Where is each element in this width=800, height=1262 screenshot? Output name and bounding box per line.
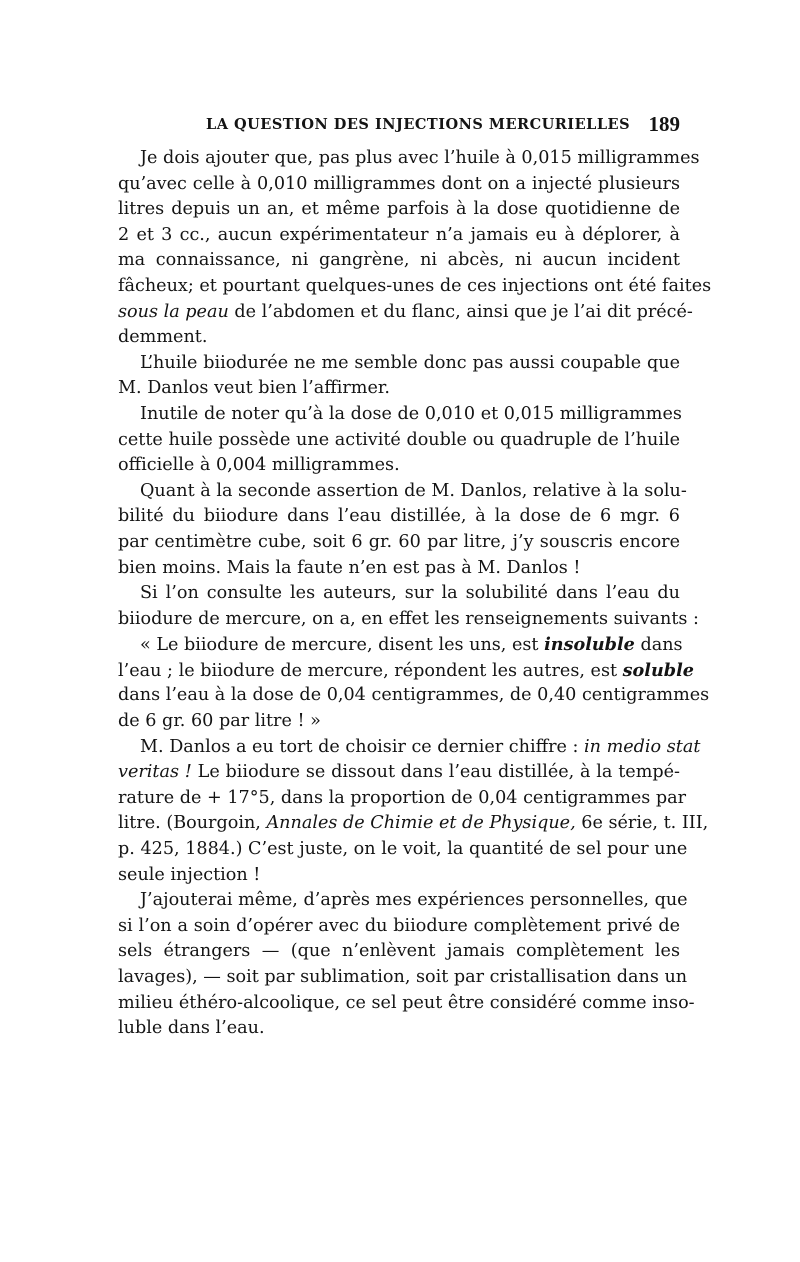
text-line — [118, 888, 688, 914]
text-line — [118, 274, 712, 300]
text-segment: par centimètre cube, soit 6 gr. 60 par litre, j’y souscris encore — [118, 531, 680, 552]
text-line — [118, 325, 680, 351]
text-line — [118, 479, 687, 505]
text-segment: sous la peau — [118, 301, 229, 322]
text-line — [118, 172, 680, 198]
text-segment: L’huile biiodurée ne me semble donc pas aussi coupable que — [140, 352, 680, 373]
text-segment: seule injection ! — [118, 864, 261, 885]
text-line — [118, 837, 688, 863]
running-title: LA QUESTION DES INJECTIONS MERCURIELLES — [206, 116, 631, 133]
text-segment: sels étrangers — (que n’enlèvent jamais complètement les — [118, 941, 680, 962]
text-segment: fâcheux; et pourtant quelques-unes de ces injections ont été faites — [118, 275, 712, 296]
text-line — [118, 351, 680, 377]
text-segment: de l’abdomen et du flanc, ainsi que je l’ai dit précé- — [228, 301, 693, 322]
text-segment: p. 425, 1884.) C’est juste, on le voit, la quantité de sel pour une — [118, 839, 688, 860]
text-line — [118, 760, 680, 786]
text-segment: dans — [634, 635, 683, 656]
book-page — [118, 112, 712, 1042]
text-segment: « Le biiodure de mercure, disent les uns, est — [140, 635, 545, 656]
text-segment: Annales de Chimie et de Physique, — [266, 813, 576, 834]
text-line — [118, 735, 701, 761]
text-segment: 2 et 3 cc., aucun expérimentateur n’a jamais eu à déplorer, à — [118, 224, 680, 245]
text-line — [118, 991, 695, 1017]
text-segment: Inutile de noter qu’à la dose de 0,010 et 0,015 milligrammes — [140, 403, 682, 424]
text-line — [118, 786, 687, 812]
text-line — [118, 632, 683, 658]
text-line — [118, 428, 680, 454]
text-line — [118, 300, 693, 326]
text-line — [118, 504, 680, 530]
text-segment: de 6 gr. 60 par litre ! » — [118, 711, 321, 732]
text-line — [118, 683, 710, 709]
text-line — [118, 811, 709, 837]
text-segment: si l’on a soin d’opérer avec du biiodure complètement privé de — [118, 915, 680, 936]
text-segment: soluble — [622, 659, 694, 681]
text-segment: lavages), — soit par sublimation, soit par cristallisation dans un — [118, 967, 688, 987]
text-line — [118, 248, 680, 274]
text-segment: 6e série, t. III, — [575, 813, 709, 834]
text-line — [118, 709, 680, 735]
text-segment: M. Danlos a eu tort de choisir ce dernier chiffre : — [140, 736, 585, 757]
text-line — [118, 658, 694, 684]
text-segment: veritas ! — [118, 762, 192, 783]
page-number: 189 — [648, 112, 680, 136]
text-line — [118, 530, 680, 556]
text-segment: litres depuis un an, et même parfois à la dose quotidienne de — [118, 199, 680, 220]
text-segment: biiodure de mercure, on a, en effet les renseignements suivants : — [118, 608, 699, 629]
text-segment: Le biiodure se dissout dans l’eau distillée, à la tempé- — [191, 762, 680, 783]
text-line — [118, 939, 680, 965]
text-line — [118, 965, 688, 991]
text-line — [118, 146, 700, 172]
text-line — [118, 556, 680, 582]
text-segment: qu’avec celle à 0,010 milligrammes dont on a injecté plusieurs — [118, 173, 680, 194]
text-segment: l’eau ; le biiodure de mercure, répondent les autres, est — [118, 660, 623, 681]
text-segment: demment. — [118, 327, 208, 348]
text-line — [118, 607, 699, 633]
text-segment: dans l’eau à la dose de 0,04 centigrammes, de 0,40 centigrammes — [118, 685, 710, 706]
text-segment: milieu éthéro-alcoolique, ce sel peut être considéré comme inso- — [118, 992, 695, 1013]
text-segment: cette huile possède une activité double ou quadruple de l’huile — [118, 429, 680, 450]
text-segment: Quant à la seconde assertion de M. Danlos, relative à la solu- — [140, 480, 687, 501]
text-segment: J’ajouterai même, d’après mes expériences personnelles, que — [140, 890, 688, 911]
text-line — [118, 223, 680, 249]
text-line — [118, 453, 680, 479]
text-segment: in medio stat — [584, 736, 701, 757]
text-line — [118, 402, 680, 428]
text-segment: insoluble — [544, 634, 635, 656]
text-line — [118, 581, 680, 607]
text-line — [118, 1016, 680, 1042]
text-line — [118, 863, 680, 889]
text-line — [118, 914, 680, 940]
text-segment: M. Danlos veut bien l’affirmer. — [118, 378, 390, 399]
text-segment: bilité du biiodure dans l’eau distillée, à la dose de 6 mgr. 6 — [118, 506, 680, 527]
body-text — [118, 146, 712, 1042]
running-header — [118, 112, 680, 142]
text-line — [118, 197, 680, 223]
text-line — [118, 376, 680, 402]
text-segment: ma connaissance, ni gangrène, ni abcès, ni aucun incident — [118, 250, 680, 271]
text-segment: bien moins. Mais la faute n’en est pas à M. Danlos ! — [118, 557, 581, 578]
text-segment: officielle à 0,004 milligrammes. — [118, 455, 400, 476]
text-segment: rature de + 17°5, dans la proportion de 0,04 centigrammes par — [118, 787, 687, 808]
text-segment: Je dois ajouter que, pas plus avec l’huile à 0,015 milligrammes — [140, 148, 700, 168]
text-segment: litre. (Bourgoin, — [118, 813, 267, 834]
text-segment: luble dans l’eau. — [118, 1018, 265, 1039]
text-segment: Si l’on consulte les auteurs, sur la solubilité dans l’eau du — [140, 583, 680, 604]
